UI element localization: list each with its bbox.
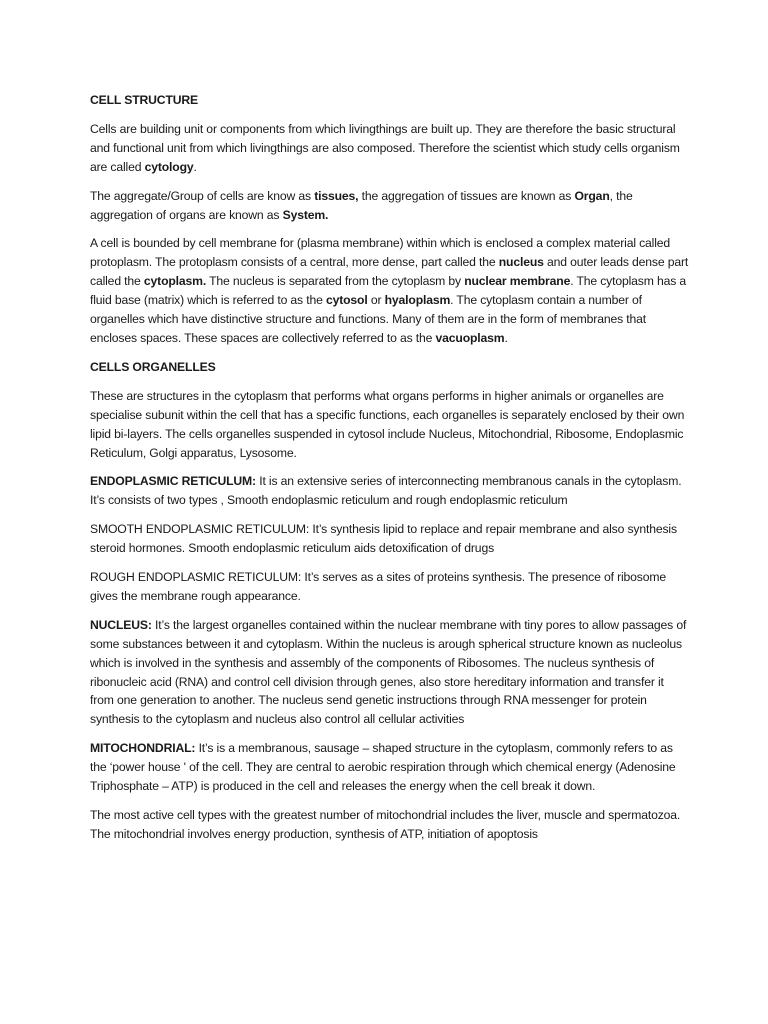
bold-term: nuclear membrane [464,274,571,289]
paragraph-nucleus [90,616,690,729]
text-run: . The cytoplasm contain a number of organelles which have distinctive structure and functions. Many of them are in the form of membranes that encloses spaces. These spaces are collectively referred to as the [90,293,646,345]
paragraph-cells-definition [90,120,690,177]
bold-term: cytology [144,159,194,174]
bold-term: hyaloplasm [384,293,451,308]
text-run: Cells are building unit or components from which livingthings are built up. They are therefore the basic structural and functional unit from which livingthings are also composed. Therefore the scientist which study cells organism are called [90,121,680,174]
text-run: The most active cell types with the greatest number of mitochondrial includes the liver, muscle and spermatozoa. The mitochondrial involves energy production, synthesis of ATP, initiation of apoptosis [90,808,681,841]
paragraph-endoplasmic-reticulum [90,472,690,510]
text-run: . [504,330,508,345]
text-run: . The cytoplasm has a fluid base (matrix) which is referred to as the [90,274,687,308]
bold-term: NUCLEUS: [90,617,152,632]
text-run: A cell is bounded by cell membrane for (plasma membrane) within which is enclosed a complex material called protoplasm. The protoplasm consists of a central, more dense, part called the [90,236,671,270]
bold-term: cytoplasm. [143,274,207,289]
text-run: It’s the largest organelles contained within the nuclear membrane with tiny pores to allow passages of some substances between it and cytoplasm. Within the nucleus is arough spherical structure known as nucleolus which is involved in the synthesis and assembly of the components of Ribosomes. The nucleus synthesis of ribonucleic acid (RNA) and control cell division through genes, also store hereditary information and transfer it from one generation to another. The nucleus send genetic instructions through RNA messenger for protein synthesis to the cytoplasm and nucleus also control all cellular activities [90,617,687,727]
text-run: It is an extensive series of interconnecting membranous canals in the cytoplasm. It’s consists of two types , Smooth endoplasmic reticulum and rough endoplasmic reticulum [90,474,682,508]
bold-term: System. [282,207,329,222]
bold-term: tissues, [314,188,359,203]
bold-term: vacuoplasm [435,330,505,345]
paragraph-cell-membrane [90,234,690,347]
heading-cells-organelles: CELLS ORGANELLES [90,359,216,374]
bold-term: ENDOPLASMIC RETICULUM: [90,474,256,489]
paragraph-mitochondrial [90,739,690,796]
heading-cell-structure: CELL STRUCTURE [90,93,199,107]
text-run: and outer leads dense part called the [90,255,689,289]
text-run: the aggregation of tissues are known as [358,188,575,203]
document-body [90,91,690,854]
text-run: The nucleus is separated from the cytoplasm by [206,274,465,289]
bold-term: nucleus [498,255,544,270]
text-run: . [193,159,197,174]
text-run: It’s is a membranous, sausage – shaped structure in the cytoplasm, commonly refers to as the ‘power house ' of the cell. They are central to aerobic respiration through which chemical energy (Adenosine Triphosphate – ATP) is produced in the cell and releases the energy when the cell break it down. [90,741,676,794]
bold-term: cytosol [325,293,368,308]
paragraph-active-cell-types [90,806,690,844]
text-run: ROUGH ENDOPLASMIC RETICULUM: It’s serves as a sites of proteins synthesis. The presence of ribosome gives the membrane rough appearance. [90,570,666,603]
bold-term: MITOCHONDRIAL: [90,741,196,756]
paragraph-organelles-definition [90,387,690,463]
text-run: or [367,293,385,308]
text-run: These are structures in the cytoplasm that performs what organs performs in higher animals or organelles are specialise subunit within the cell that has a specific functions, each organelles is separately enclosed by their own lipid bi-layers. The cells organelles suspended in cytosol include Nucleus, Mitochondrial, Ribosome, Endoplasmic Reticulum, Golgi apparatus, Lysosome. [90,388,685,460]
paragraph-rough-er [90,568,690,606]
paragraph-smooth-er [90,520,690,558]
paragraph-aggregation [90,187,690,225]
text-run: SMOOTH ENDOPLASMIC RETICULUM: It’s synthesis lipid to replace and repair membrane and also synthesis steroid hormones. Smooth endoplasmic reticulum aids detoxification of drugs [90,522,677,556]
bold-term: Organ [574,188,610,203]
text-run: , the aggregation of organs are known as [90,188,633,222]
text-run: The aggregate/Group of cells are know as [90,188,315,203]
